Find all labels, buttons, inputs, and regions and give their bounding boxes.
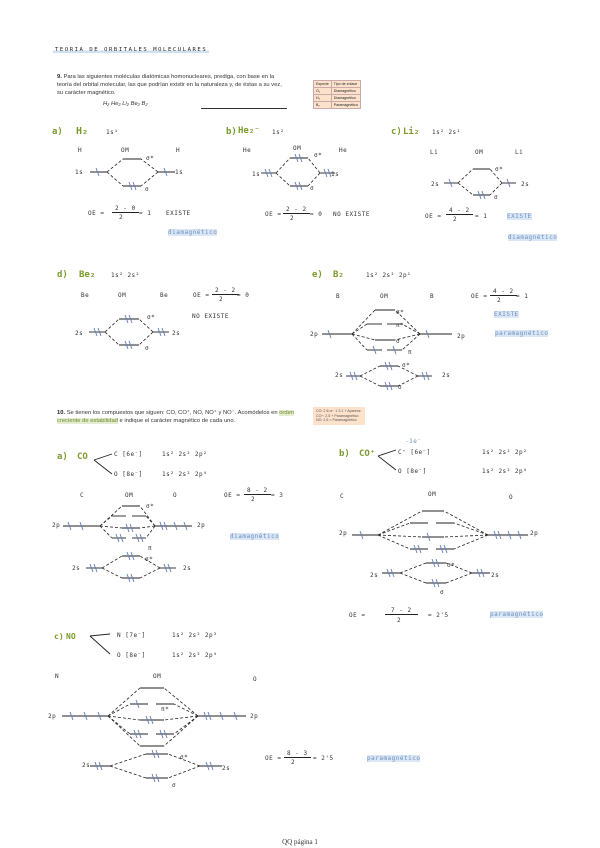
molecule-name: CO⁺: [359, 449, 376, 459]
molecule-name: H₂: [76, 126, 89, 137]
pi-label: π: [148, 545, 153, 552]
mo-diagram-he2: [258, 148, 338, 196]
mo-label: OM: [293, 145, 302, 152]
orbital-label: 2p: [339, 530, 348, 537]
mo-diagram-co-plus: [350, 505, 530, 590]
bond-order-label: OE =: [193, 292, 210, 299]
orbital-label: 2p: [530, 530, 539, 537]
atom-label-left: B: [336, 293, 341, 300]
section-label: d): [57, 270, 68, 280]
orbital-label: 1s: [175, 169, 184, 176]
bond-order-denominator: 2: [119, 214, 124, 221]
mo-diagram-b2: [320, 300, 460, 395]
mo-label: OM: [153, 673, 162, 680]
orbital-label: 2s: [82, 762, 91, 769]
atom-label-right: B: [430, 293, 435, 300]
electron-config: 1s² 2s² 2p⁴: [482, 468, 528, 475]
magnetic-label: paramagnético: [495, 330, 549, 337]
mo-diagram-co: [60, 498, 200, 588]
sigma-star-label: σ*: [314, 152, 323, 159]
orbital-label: 2p: [457, 333, 466, 340]
mo-label: OM: [118, 292, 127, 299]
species-table: [313, 80, 361, 109]
question-9: [57, 73, 289, 97]
sigma-star-label: σ*: [145, 556, 154, 563]
sigma-star-label: σ*: [180, 754, 189, 761]
orbital-label: 2p: [52, 522, 61, 529]
mo-label: OM: [475, 149, 484, 156]
bond-order-numerator: 4 - 2: [446, 207, 473, 215]
mo-diagram-h2: [85, 150, 180, 195]
table-cell: Paramagnético: [331, 102, 360, 109]
orbital-label: 1s: [75, 169, 84, 176]
bond-order-numerator: 8 - 2: [244, 487, 271, 495]
bond-order-result: = 0: [237, 292, 250, 299]
magnetic-label: diamagnético: [230, 533, 280, 540]
atom-label-right: O: [509, 494, 514, 501]
mo-label: OM: [125, 492, 134, 499]
note-line: CO: 2 6=e⁻ 1 3.1 + Aparece.: [316, 409, 362, 413]
bond-order-label: OE =: [425, 213, 442, 220]
section-label: a): [52, 127, 63, 137]
orbital-label: 2p: [310, 331, 319, 338]
orbital-label: 2s: [442, 372, 451, 379]
sticky-note: [313, 407, 365, 425]
pi-star-label: π*: [161, 706, 170, 713]
orbital-label: 2s: [521, 181, 530, 188]
electron-config: 1s²: [272, 129, 285, 136]
bond-order-numerator: 8 - 3: [284, 750, 311, 758]
bond-order-label: OE =: [349, 612, 366, 619]
bond-order-numerator: 2 - 0: [112, 205, 139, 213]
atom-label-right: He: [339, 147, 348, 154]
atom-label-left: Be: [81, 292, 90, 299]
electron-config: 1s² 2s² 2p⁴: [172, 652, 218, 659]
atom-label-left: He: [243, 147, 252, 154]
table-cell: B₂: [314, 102, 332, 109]
table-head: Especie: [314, 81, 332, 88]
atom-label-right: Be: [160, 292, 169, 299]
bond-order-result: = 1: [139, 210, 152, 217]
mo-diagram-no: [60, 680, 250, 790]
sigma-star-label: σ*: [147, 314, 156, 321]
orbital-label: 2s: [335, 372, 344, 379]
question-10-number: 10.: [57, 410, 66, 416]
section-label: e): [312, 270, 323, 280]
atom-label-right: Li: [515, 149, 524, 156]
sigma-label: σ: [310, 185, 315, 192]
pi-star-label: π*: [396, 322, 405, 329]
orbital-label: 2p: [250, 713, 259, 720]
bond-order-denominator: 2: [219, 296, 224, 303]
page-footer: QQ página 1: [282, 838, 318, 846]
mo-label: OM: [380, 293, 389, 300]
question-10-text: e indique el carácter magnético de cada uno.: [119, 418, 236, 424]
orbital-label: 1s: [331, 171, 340, 178]
orbital-label: 2s: [172, 330, 181, 337]
section-label: c): [54, 632, 64, 641]
electron-config: 1s² 2s² 2p³: [172, 632, 218, 639]
orbital-label: 2s: [491, 572, 500, 579]
bond-order-label: OE =: [471, 293, 488, 300]
magnetic-label: paramagnético: [490, 611, 544, 618]
sigma-star-label: σ*: [146, 503, 155, 510]
table-cell: H₂: [314, 95, 332, 102]
atom-label-left: C: [80, 492, 85, 499]
sigma-star-label: σ*: [402, 362, 411, 369]
atom-config-line: O [8e⁻]: [114, 471, 143, 478]
molecule-name: B₂: [333, 270, 344, 280]
atom-config-line: O [8e⁻]: [117, 652, 146, 659]
molecule-name: He₂⁻: [238, 126, 260, 136]
atom-config-line: C⁺ [6e⁻]: [398, 449, 431, 456]
table-head: Tipo de enlace: [331, 81, 360, 88]
table-cell: Diamagnético: [331, 95, 360, 102]
section-label: b): [226, 127, 237, 137]
sigma-label: σ: [398, 384, 403, 391]
bond-order-result: = 2'5: [313, 755, 334, 762]
orbital-label: 2s: [370, 572, 379, 579]
bracket-lines: [88, 630, 112, 660]
existence-label: EXISTE: [166, 210, 191, 217]
section-label: a): [57, 452, 68, 462]
bond-order-label: OE =: [224, 492, 241, 499]
sigma-label: σ: [145, 345, 150, 352]
existence-label: EXISTE: [507, 213, 532, 220]
orbital-label: 2s: [431, 181, 440, 188]
sigma-label: σ: [396, 338, 401, 345]
bond-order-result: = 2'5: [428, 612, 449, 619]
orbital-label: 2p: [197, 522, 206, 529]
table-cell: O₂: [314, 88, 332, 95]
bond-order-denominator: 2: [497, 297, 502, 304]
electron-config: 1s² 2s² 2p²: [482, 449, 528, 456]
existence-label: EXISTE: [494, 311, 519, 318]
electron-config: 1s² 2s² 2p²: [162, 451, 208, 458]
bond-order-result: = 0: [310, 211, 323, 218]
pi-label: π: [408, 349, 413, 356]
molecule-name: Be₂: [79, 270, 96, 280]
magnetic-label: diamagnético: [168, 229, 218, 236]
bond-order-numerator: 2 - 2: [212, 287, 239, 295]
molecule-name: NO: [66, 632, 76, 641]
atom-label-right: O: [173, 492, 178, 499]
atom-config-line: O [8e⁻]: [398, 468, 427, 475]
question-9-text: Para las siguientes moléculas diatómicas homonucleares, prediga, con base en la teoría del orbital molecular, las que podrían existir en la naturaleza y, de éstas a su vez, su carácter magnético.: [57, 74, 282, 96]
table-cell: Diamagnético: [331, 88, 360, 95]
question-10-text: Se tienen los compuestos que siguen: CO, CO⁺, NO, NO⁺ y NO⁻. Acomódelos en: [66, 410, 278, 416]
electron-config: 1s² 2s² 2p¹: [366, 272, 412, 279]
electron-config: 1s² 2s² 2p⁴: [162, 471, 208, 478]
sigma-label: σ: [440, 589, 445, 596]
electron-config: 1s² 2s¹: [432, 129, 461, 136]
existence-label: NO EXISTE: [192, 313, 230, 320]
atom-label-left: H: [78, 147, 83, 154]
bracket-lines: [376, 446, 398, 476]
question-9-species: H₂ He₂ Li₂ Be₂ B₂: [103, 101, 148, 107]
sigma-label: σ: [145, 186, 150, 193]
ionization-note: -1e⁻: [405, 438, 422, 445]
bond-order-label: OE =: [265, 211, 282, 218]
section-label: b): [339, 449, 350, 459]
bond-order-numerator: 7 - 2: [385, 607, 418, 615]
atom-label-right: H: [176, 147, 181, 154]
magnetic-label: paramagnético: [367, 755, 421, 762]
page-title: TEORIA DE ORBITALES MOLECULARES: [55, 47, 208, 53]
orbital-label: 2s: [75, 330, 84, 337]
molecule-name: Li₂: [403, 127, 420, 137]
answer-line: [201, 108, 287, 109]
bond-order-result: = 3: [271, 492, 284, 499]
orbital-label: 1s: [252, 171, 261, 178]
mo-label: OM: [121, 147, 130, 154]
orbital-label: 2p: [48, 713, 57, 720]
section-label: c): [391, 127, 402, 137]
orbital-label: 2s: [72, 565, 81, 572]
molecule-name: CO: [77, 452, 88, 462]
mo-diagram-be2: [85, 310, 175, 355]
bond-order-denominator: 2: [290, 215, 295, 222]
bond-order-result: = 1: [516, 293, 529, 300]
sigma-label: σ: [172, 782, 177, 789]
mo-label: OM: [428, 491, 437, 498]
atom-label-left: Li: [430, 149, 439, 156]
bond-order-denominator: 2: [291, 759, 296, 766]
question-9-number: 9.: [57, 74, 62, 80]
note-line: NO: 2.5 = Paramagnético: [316, 418, 357, 423]
atom-label-left: C: [340, 493, 345, 500]
atom-label-left: N: [55, 673, 60, 680]
sigma-star-label: σ*: [495, 166, 504, 173]
bond-order-denominator: 2: [251, 496, 256, 503]
bond-order-numerator: 2 - 2: [283, 206, 310, 214]
sigma-label: σ: [494, 194, 499, 201]
question-10: [57, 409, 307, 425]
electron-config: 1s¹: [106, 129, 119, 136]
bracket-lines: [92, 450, 114, 480]
sigma-star-label: σ*: [396, 309, 405, 316]
mo-diagram-li2: [440, 162, 520, 204]
sigma-star-label: σ*: [146, 155, 155, 162]
atom-label-right: O: [253, 676, 258, 683]
atom-config-line: N [7e⁻]: [117, 632, 146, 639]
bond-order-label: OE =: [265, 755, 282, 762]
question-10-highlight: orden creciente de estabilidad: [57, 410, 295, 424]
note-line: CO⁺: 2.5 + Paramagnético: [316, 413, 359, 418]
bond-order-denominator: 2: [453, 216, 458, 223]
atom-config-line: C [6e⁻]: [114, 451, 143, 458]
bond-order-numerator: 4 - 2: [490, 288, 517, 296]
bond-order-label: OE =: [88, 210, 105, 217]
bond-order-denominator: 2: [397, 617, 402, 624]
bond-order-result: = 1: [475, 213, 488, 220]
electron-config: 1s² 2s²: [111, 272, 140, 279]
orbital-label: 2s: [222, 765, 231, 772]
existence-label: NO EXISTE: [333, 211, 371, 218]
magnetic-label: diamagnético: [508, 234, 558, 241]
orbital-label: 2s: [183, 565, 192, 572]
sigma-star-label: σ*: [447, 562, 456, 569]
